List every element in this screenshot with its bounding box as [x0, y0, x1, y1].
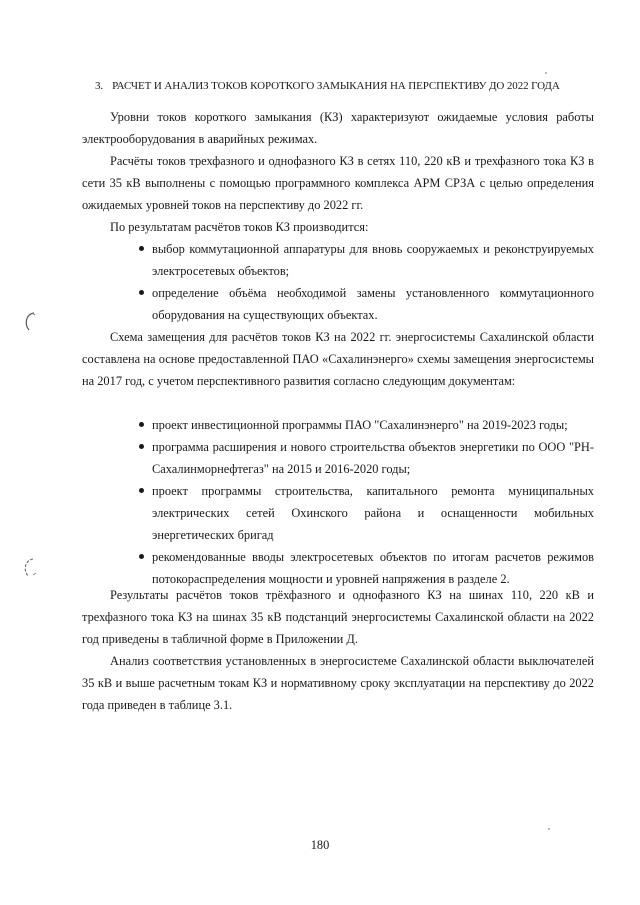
section-number: 3.: [95, 80, 104, 92]
section-heading: [95, 80, 595, 92]
paragraph-scheme: Схема замещения для расчётов токов КЗ на 2022 гг. энергосистемы Сахалинской области составлена на основе предоставленной ПАО «Сахалинэнерго» схемы замещения энергосистемы на 2017 год, с учетом перспективного развития согласно следующим документам:: [82, 330, 594, 388]
bullet-icon: [139, 554, 144, 559]
list-item-text: определение объёма необходимой замены установленного коммутационного оборудования на существующих объектах.: [152, 286, 594, 322]
paragraph-intro: Уровни токов короткого замыкания (КЗ) характеризуют ожидаемые условия работы электрооборудования в аварийных режимах.: [82, 110, 594, 146]
list-item-text: проект программы строительства, капитального ремонта муниципальных электрических сетей Охинского района и оснащенности мобильных энергетических бригад: [152, 484, 594, 542]
list-item: [152, 414, 594, 436]
scan-speck: [545, 72, 547, 74]
list-item-text: рекомендованные вводы электросетевых объектов по итогам расчетов режимов потокораспределения мощности и уровней напряжения в разделе 2.: [152, 550, 594, 586]
list-item-text: выбор коммутационной аппаратуры для вновь сооружаемых и реконструируемых электросетевых объектов;: [152, 242, 594, 278]
bullet-icon: [139, 444, 144, 449]
bullet-icon: [139, 246, 144, 251]
page-number: 180: [310, 838, 330, 852]
documents-list: [152, 414, 594, 590]
bullet-icon: [139, 422, 144, 427]
section-title: РАСЧЕТ И АНАЛИЗ ТОКОВ КОРОТКОГО ЗАМЫКАНИЯ НА ПЕРСПЕКТИВУ ДО 2022 ГОДА: [112, 80, 560, 92]
list-item: [152, 436, 594, 480]
binder-hole-mark-top: [20, 310, 40, 334]
list-item-text: программа расширения и нового строительства объектов энергетики по ООО "РН-Сахалинморнефтегаз" на 2015 и 2016-2020 годы;: [152, 440, 594, 476]
paragraph-analysis: Анализ соответствия установленных в энергосистеме Сахалинской области выключателей 35 кВ и выше расчетным токам КЗ и нормативному сроку эксплуатации на перспективу до 2022 года приведен в таблице 3.1.: [82, 654, 594, 712]
list-item-text: проект инвестиционной программы ПАО "Сахалинэнерго" на 2019-2023 годы;: [152, 418, 568, 432]
list-item: [152, 480, 594, 546]
scan-speck: [548, 828, 550, 830]
paragraph-results-lead: По результатам расчётов токов КЗ производится:: [110, 220, 369, 234]
bullet-icon: [139, 488, 144, 493]
list-item: [152, 282, 594, 326]
paragraph-results: Результаты расчётов токов трёхфазного и однофазного КЗ на шинах 110, 220 кВ и трехфазного тока КЗ на шинах 35 кВ подстанций энергосистемы Сахалинской области на 2022 год приведены в табличной форме в Приложении Д.: [82, 588, 594, 646]
purpose-list: [152, 238, 594, 326]
list-item: [152, 238, 594, 282]
paragraph-calculations: Расчёты токов трехфазного и однофазного КЗ в сетях 110, 220 кВ и трехфазного тока КЗ в сети 35 кВ выполнены с помощью программного комплекса АРМ СРЗА с целью определения ожидаемых уровней токов на перспективу до 2022 гг.: [82, 154, 594, 212]
binder-hole-mark-bottom: [18, 556, 40, 580]
bullet-icon: [139, 290, 144, 295]
